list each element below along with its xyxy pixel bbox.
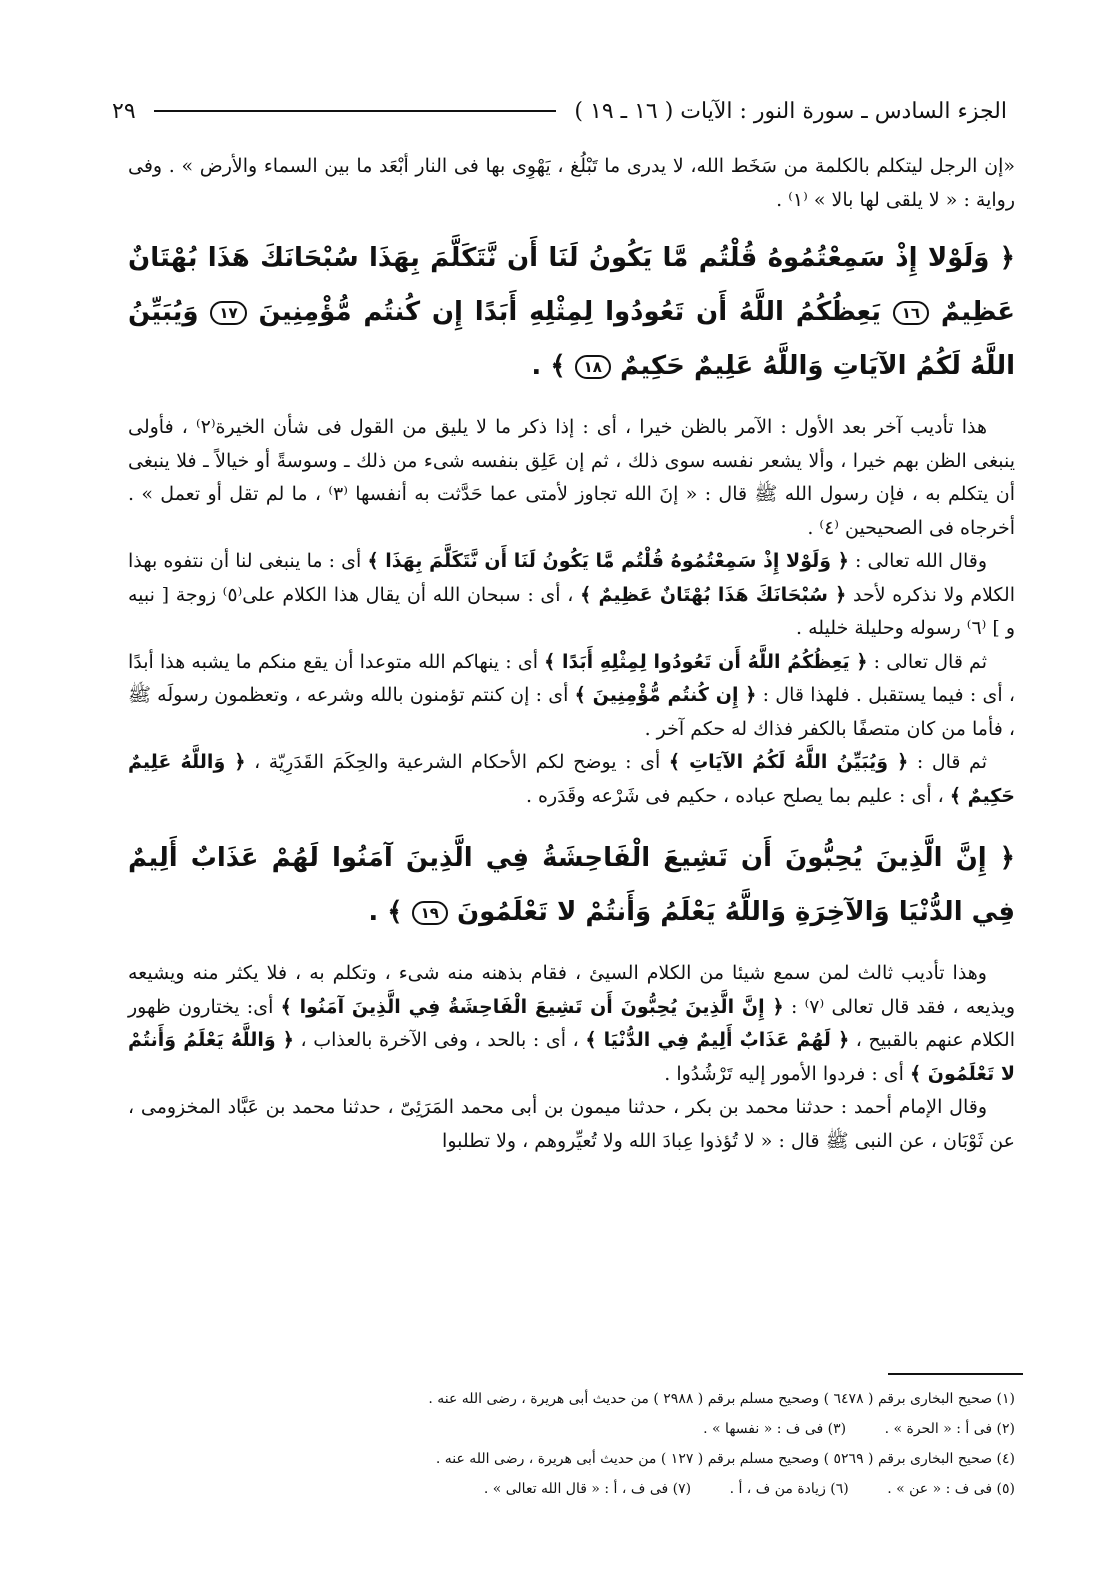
text-span: وقال الله تعالى : [855, 550, 988, 572]
paragraph-hadith: «إن الرجل ليتكلم بالكلمة من سَخَط الله، لا يدرى ما تَبْلُغ ، يَهْوِى بها فى النار أبْعَد ما بين السماء والأرض » . وفى رواية : « لا يلقى لها بالا » ⁽١⁾ . [128, 155, 1015, 211]
paragraph-tafsir-5 [128, 957, 1015, 1091]
paragraph-tafsir-1: هذا تأديب آخر بعد الأول : الآمر بالظن خيرا ، أى : إذا ذكر ما لا يليق من القول فى شأن الخيرة⁽٢⁾ ، فأولى ينبغى الظن بهم خيرا ، وألا يشعر نفسه سوى ذلك ، ثم إن عَلِق بنفسه شىء من ذلك ـ وسوسةً أو خيالاً ـ فلا ينبغى أن يتكلم به ، فإن رسول الله ﷺ قال : « إنَ الله تجاوز لأمتى عما حَدَّثت به أنفسها ⁽٣⁾ ، ما لم تقل أو تعمل » . أخرجاه فى الصحيحين ⁽٤⁾ . [128, 416, 1016, 539]
paragraph-tafsir-2 [128, 545, 1015, 646]
header-rule [154, 110, 557, 112]
quran-verses-16-18 [128, 231, 1015, 393]
footnote-3: (٣) فى ف : « نفسها » . [703, 1421, 847, 1437]
text-span: أى : فردوا الأمور إليه تَرْشُدُوا . [664, 1062, 904, 1085]
footnote-7: (٧) فى ف ، أ : « قال الله تعالى » . [483, 1481, 692, 1497]
verse-16-text: ﴿ وَلَوْلا إِذْ سَمِعْتُمُوهُ قُلْتُم مَّا يَكُونُ لَنَا أَن نَّتَكَلَّمَ بِهَذَا سُبْحَانَكَ هَذَا بُهْتَانٌ عَظِيمٌ [128, 243, 1015, 327]
text-span: ، أى : عليم بما يصلح عباده ، حكيم فى شَرْعه وقَدَره . [525, 784, 944, 807]
quoted-verse: ﴿ لَهُمْ عَذَابٌ أَلِيمٌ فِي الدُّنْيَا ﴾ [585, 1029, 850, 1051]
text-span: أى: يختارون ظهور الكلام عنهم بالقبيح ، [128, 995, 1015, 1051]
footnote-4: (٤) صحيح البخارى برقم ( ٥٢٦٩ ) وصحيح مسلم برقم ( ١٢٧ ) من حديث أبى هريرة ، رضى الله عنه . [435, 1451, 1015, 1467]
footnote-row-5-7 [300, 1474, 1015, 1504]
verse-17-text: يَعِظُكُمُ اللَّهُ أَن تَعُودُوا لِمِثْلِهِ أَبَدًا إِن كُنتُم مُّؤْمِنِينَ [258, 297, 881, 327]
footnote-rule [888, 1373, 1023, 1375]
quoted-verse: ﴿ وَاللَّهُ يَعْلَمُ وَأَنتُمْ لا تَعْلَمُونَ ﴾ [128, 1029, 1015, 1085]
paragraph-tafsir-4 [128, 746, 1015, 813]
footnote-1: (١) صحيح البخارى برقم ( ٦٤٧٨ ) وصحيح مسلم برقم ( ٢٩٨٨ ) من حديث أبى هريرة ، رضى الله عنه . [428, 1391, 1015, 1407]
page-body [128, 150, 1015, 1158]
quoted-verse: ﴿ وَلَوْلا إِذْ سَمِعْتُمُوهُ قُلْتُم مَّا يَكُونُ لَنَا أَن نَّتَكَلَّمَ بِهَذَا ﴾ [367, 550, 849, 572]
running-title: الجزء السادس ـ سورة النور : الآيات ( ١٦ ـ ١٩ ) [574, 98, 1007, 124]
quoted-verse: ﴿ يَعِظُكُمُ اللَّهُ أَن تَعُودُوا لِمِثْلِهِ أَبَدًا ﴾ [544, 650, 868, 673]
ayah-number-19: ١٩ [412, 901, 448, 925]
quran-verse-19 [128, 831, 1015, 939]
footnote-2: (٢) فى أ : « الحرة » . [884, 1421, 1015, 1437]
text-span: ثم قال : [916, 751, 987, 773]
text-span: ، أى : سبحان الله أن يقال هذا الكلام على⁽٥⁾ زوجة [ نبيه و ] ⁽٦⁾ رسوله وحليلة خليله . [128, 583, 1015, 639]
footnote-row-2-3 [300, 1414, 1015, 1444]
ayah-number-16: ١٦ [893, 301, 929, 325]
paragraph-hadith-ahmad: وقال الإمام أحمد : حدثنا محمد بن بكر ، حدثنا ميمون بن أبى محمد المَرَئِىّ ، حدثنا محمد بن عَبَّاد المخزومى ، عن ثَوْبَان ، عن النبى ﷺ قال : « لا تُؤذوا عِبادَ الله ولا تُعيِّروهم ، ولا تطلبوا [128, 1096, 1015, 1152]
text-span: أى : ينهاكم الله متوعدا أن يقع منكم ما يشبه هذا أبدًا ، أى : فيما يستقبل . فلهذا قال : [128, 650, 1015, 706]
text-span: ، أى : بالحد ، وفى الآخرة بالعذاب ، [300, 1029, 579, 1051]
text-span: أى : إن كنتم تؤمنون بالله وشرعه ، وتعظمون رسولَه ﷺ ، فأما من كان متصفًا بالكفر فذاك له حكم آخر . [128, 684, 1015, 740]
text-span: وهذا تأديب ثالث لمن سمع شيئا من الكلام السيئ ، فقام بذهنه منه شىء ، وتكلم به ، فلا يكثر منه ويشيعه ويذيعه ، فقد قال تعالى ⁽٧⁾ : [128, 962, 1015, 1018]
footnotes [300, 1384, 1015, 1504]
verse-18-text: وَيُبَيِّنُ اللَّهُ لَكُمُ الآيَاتِ وَاللَّهُ عَلِيمٌ حَكِيمٌ [128, 297, 1015, 381]
text-span: ثم قال تعالى : [873, 650, 987, 673]
quoted-verse: ﴿ وَيُبَيِّنُ اللَّهُ لَكُمُ الآيَاتِ ﴾ [668, 751, 909, 773]
quoted-verse: ﴿ إِنَّ الَّذِينَ يُحِبُّونَ أَن تَشِيعَ الْفَاحِشَةُ فِي الَّذِينَ آمَنُوا ﴾ [280, 995, 784, 1018]
paragraph-tafsir-3 [128, 646, 1015, 747]
page-number: ٢٩ [112, 98, 136, 124]
footnote-5: (٥) فى ف : « عن » . [887, 1481, 1015, 1497]
ayah-number-18: ١٨ [575, 355, 611, 379]
footnote-6: (٦) زيادة من ف ، أ . [729, 1481, 849, 1497]
text-span: أى : ما ينبغى لنا أن نتفوه بهذا الكلام ولا نذكره لأحد [128, 550, 1015, 606]
verse-19-text: ﴿ إِنَّ الَّذِينَ يُحِبُّونَ أَن تَشِيعَ الْفَاحِشَةُ فِي الَّذِينَ آمَنُوا لَهُمْ عَذَابٌ أَلِيمٌ فِي الدُّنْيَا وَالآخِرَةِ وَاللَّهُ يَعْلَمُ وَأَنتُمْ لا تَعْلَمُونَ [128, 843, 1015, 927]
ayah-number-17: ١٧ [210, 301, 246, 325]
verse-closing-bracket: ﴾ . [531, 351, 566, 381]
running-header [112, 86, 1007, 136]
quoted-verse: ﴿ وَاللَّهُ عَلِيمٌ حَكِيمٌ ﴾ [128, 751, 1015, 807]
quoted-verse: ﴿ إِن كُنتُم مُّؤْمِنِينَ ﴾ [574, 684, 757, 706]
text-span: أى : يوضح لكم الأحكام الشرعية والحِكَمَ القَدَرِيّة ، [254, 751, 661, 773]
quoted-verse: ﴿ سُبْحَانَكَ هَذَا بُهْتَانٌ عَظِيمٌ ﴾ [580, 583, 847, 606]
verse-closing-bracket: ﴾ . [368, 897, 403, 927]
